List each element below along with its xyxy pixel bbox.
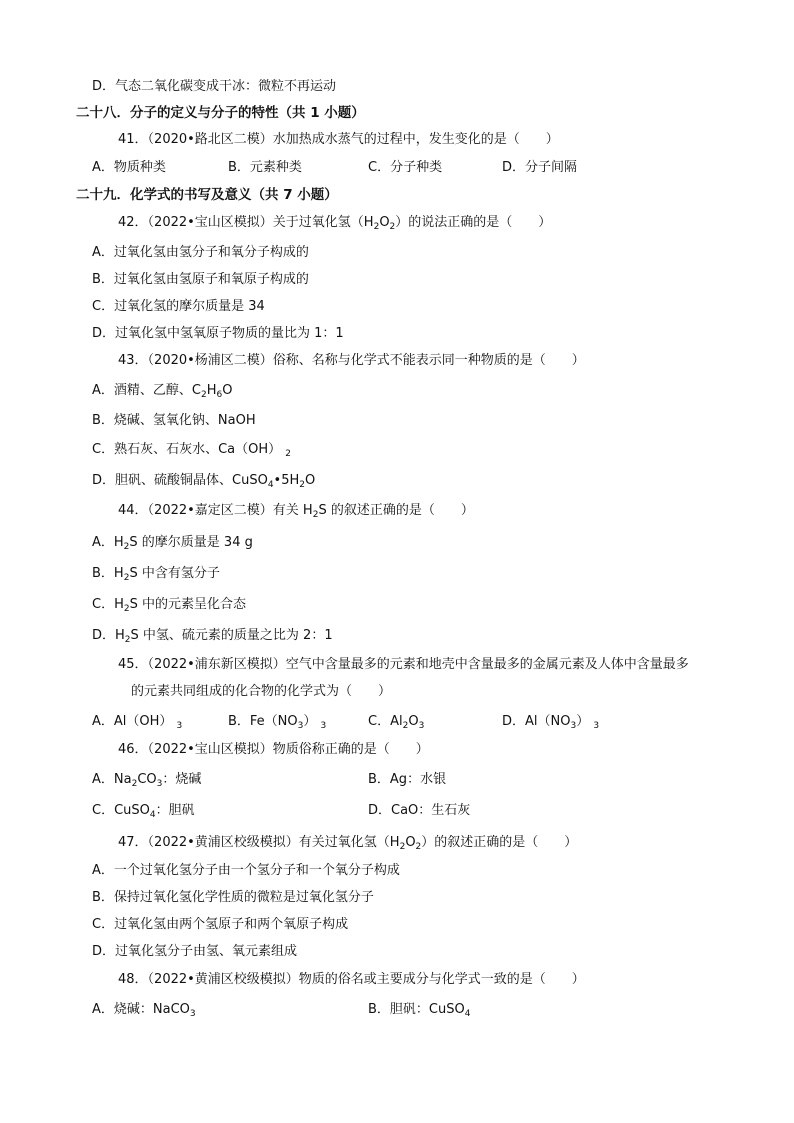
q41-option-b: B．元素种类: [228, 160, 302, 175]
q44-option-a: A．$H_2S$ 的摩尔质量是 34 g: [92, 535, 253, 552]
q46-option-b: B．Ag：水银: [368, 772, 447, 787]
q40-option-d: D．气态二氧化碳变成干冰：微粒不再运动: [92, 79, 337, 94]
q42-option-b: B．过氧化氢由氢原子和氧原子构成的: [92, 272, 309, 287]
q42-stem: 42．（2022•宝山区模拟）关于过氧化氢$(H_2O_2)$的说法正确的是（ ）: [118, 215, 552, 232]
q45-stem-line1: 45．（2022•浦东新区模拟）空气中含量最多的元素和地壳中含量最多的金属元素及人体中含量最多: [118, 657, 689, 672]
q46-option-a: A．$Na_2CO_3$：烧碱: [92, 772, 202, 789]
q41-stem: 41．（2020•路北区二模）水加热成水蒸气的过程中，发生变化的是（ ）: [118, 132, 559, 147]
q48-option-b: B．胆矾：CuSO$_4$: [368, 1002, 471, 1019]
q45-option-c: C．$Al_2O_3$: [368, 714, 425, 731]
q47-option-b: B．保持过氧化氢化学性质的微粒是过氧化氢分子: [92, 890, 374, 905]
q44-option-d: D．$H_2S$ 中氢、硫元素的质量之比为 2：1: [92, 628, 333, 645]
q47-option-c: C．过氧化氢由两个氢原子和两个氧原子构成: [92, 917, 349, 932]
q44-option-b: B．$H_2S$ 中含有氢分子: [92, 566, 220, 583]
q47-option-d: D．过氧化氢分子由氢、氧元素组成: [92, 944, 298, 959]
q42-option-a: A．过氧化氢由氢分子和氧分子构成的: [92, 245, 309, 260]
q45-option-a: A．Al（OH） $_3$: [92, 714, 183, 731]
section-29-heading: 二十九．化学式的书写及意义（共 7 小题）: [76, 187, 338, 203]
q46-option-c: C．CuSO$_4$：胆矾: [92, 803, 195, 820]
q43-option-a: A．酒精、乙醇、$C_2H_6O$: [92, 383, 233, 400]
q46-option-d: D．CaO：生石灰: [368, 803, 471, 818]
q48-stem: 48．（2022•黄浦区校级模拟）物质的俗名或主要成分与化学式一致的是（ ）: [118, 972, 585, 987]
q45-option-b: B．$Fe(NO_3)$ $_3$: [228, 714, 327, 731]
q44-option-c: C．$H_2S$ 中的元素呈化合态: [92, 597, 246, 614]
q41-option-a: A．物质种类: [92, 160, 166, 175]
q45-stem-line2: 的元素共同组成的化合物的化学式为（ ）: [131, 684, 392, 699]
q47-stem: 47．（2022•黄浦区校级模拟）有关过氧化氢$(H_2O_2)$的叙述正确的是（ ）: [118, 835, 578, 852]
section-28-heading: 二十八．分子的定义与分子的特性（共 1 小题）: [76, 105, 365, 121]
q43-option-d: D．胆矾、硫酸铜晶体、$CuSO_4•5H_2O$: [92, 473, 316, 490]
q42-option-c: C．过氧化氢的摩尔质量是 34: [92, 299, 265, 314]
q45-option-d: D．$Al(NO_3)$ $_3$: [502, 714, 600, 731]
q41-option-d: D．分子间隔: [502, 160, 578, 175]
q42-option-d: D．过氧化氢中氢氧原子物质的量比为 1：1: [92, 326, 344, 341]
q43-stem: 43．（2020•杨浦区二模）俗称、名称与化学式不能表示同一种物质的是（ ）: [118, 353, 585, 368]
q46-stem: 46．（2022•宝山区模拟）物质俗称正确的是（ ）: [118, 742, 429, 757]
q47-option-a: A．一个过氧化氢分子由一个氢分子和一个氧分子构成: [92, 863, 400, 878]
q43-option-c: C．熟石灰、石灰水、Ca（OH） $_2$: [92, 442, 292, 459]
q43-option-b: B．烧碱、氢氧化钠、NaOH: [92, 413, 256, 428]
q44-stem: 44．（2022•嘉定区二模）有关 $H_2S$ 的叙述正确的是（ ）: [118, 503, 474, 520]
q48-option-a: A．烧碱：NaCO$_3$: [92, 1002, 196, 1019]
q41-option-c: C．分子种类: [368, 160, 443, 175]
